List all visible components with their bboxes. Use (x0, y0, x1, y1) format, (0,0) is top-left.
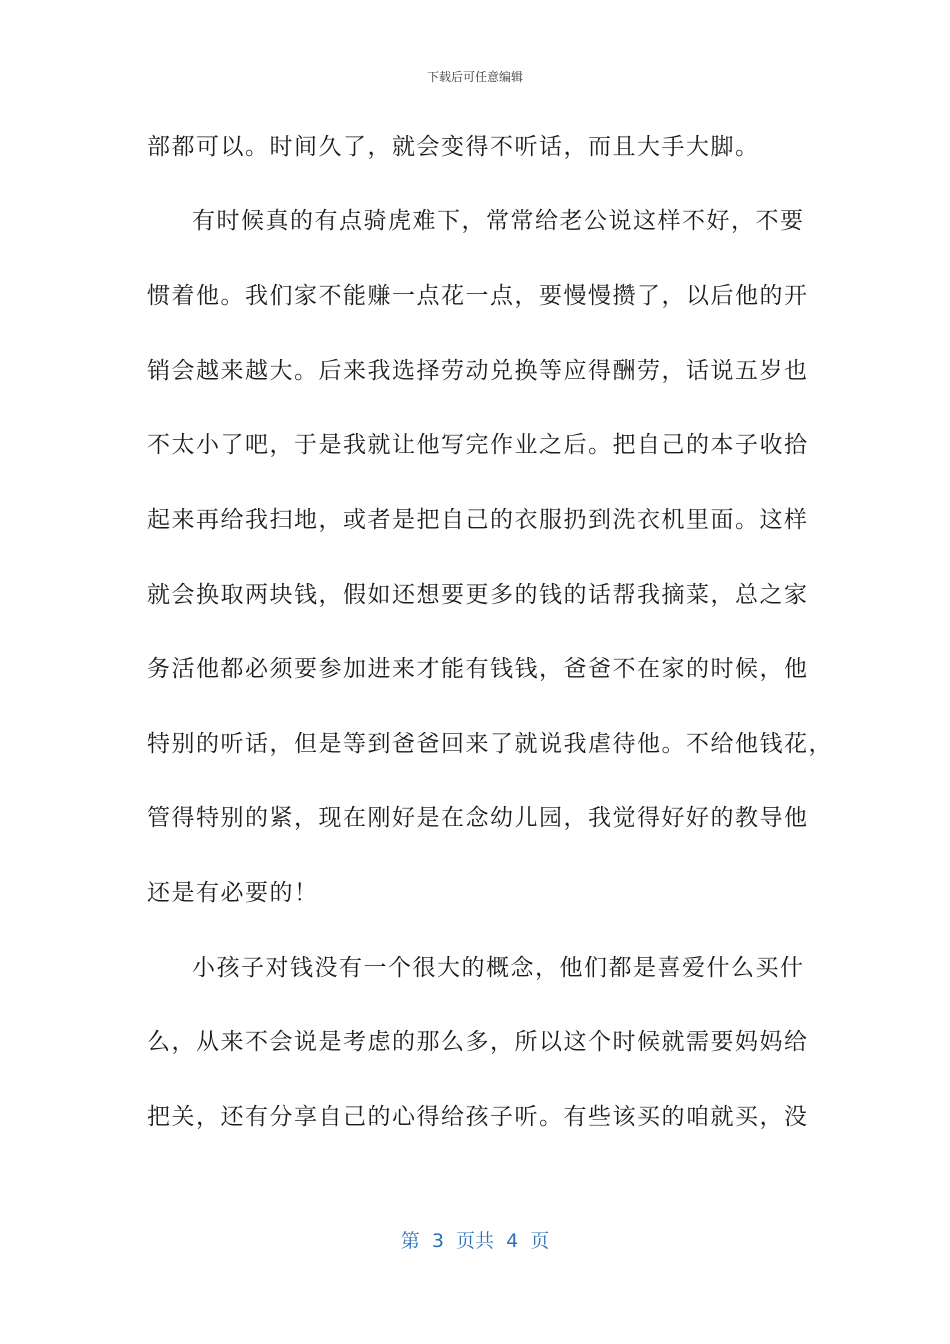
text-line: 特别的听话，但是等到爸爸回来了就说我虐待他。不给他钱花， (147, 731, 833, 757)
text-line: 就会换取两块钱，假如还想要更多的钱的话帮我摘菜，总之家 (147, 582, 809, 608)
text-line: 销会越来越大。后来我选择劳动兑换等应得酬劳，话说五岁也 (147, 358, 809, 384)
text-line: 惯着他。我们家不能赚一点花一点，要慢慢攒了，以后他的开 (147, 283, 809, 309)
text-line: 务活他都必须要参加进来才能有钱钱，爸爸不在家的时候，他 (147, 656, 809, 682)
text-line: 起来再给我扫地，或者是把自己的衣服扔到洗衣机里面。这样 (147, 507, 809, 533)
page-header-note: 下载后可任意编辑 (426, 70, 523, 84)
text-line: 么，从来不会说是考虑的那么多，所以这个时候就需要妈妈给 (147, 1029, 809, 1055)
text-line: 不太小了吧，于是我就让他写完作业之后。把自己的本子收拾 (147, 432, 809, 458)
text-line: 把关，还有分享自己的心得给孩子听。有些该买的咱就买，没 (147, 1104, 809, 1130)
text-line: 管得特别的紧，现在刚好是在念幼儿园，我觉得好好的教导他 (147, 805, 809, 831)
text-line: 有时候真的有点骑虎难下，常常给老公说这样不好，不要 (192, 208, 805, 234)
text-line: 部都可以。时间久了，就会变得不听话，而且大手大脚。 (147, 134, 760, 160)
text-line: 小孩子对钱没有一个很大的概念，他们都是喜爱什么买什 (192, 955, 805, 981)
page-number: 第 3 页共 4 页 (400, 1230, 550, 1252)
text-line: 还是有必要的！ (147, 880, 319, 906)
